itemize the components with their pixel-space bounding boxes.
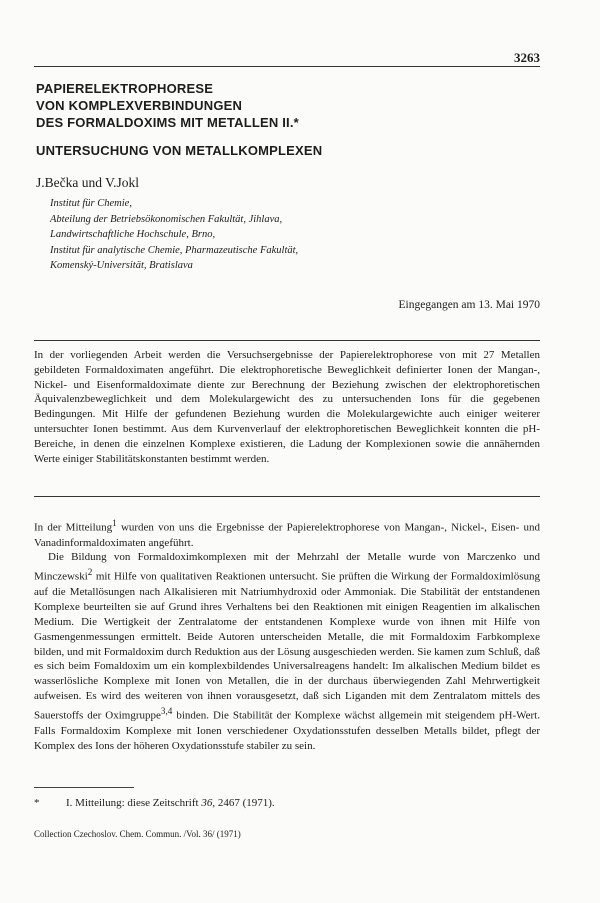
affiliation-line: Abteilung der Betriebsökonomischen Fakultät, Jihlava, <box>50 213 283 225</box>
reference-marker: 3,4 <box>160 706 173 717</box>
abstract-bottom-rule <box>34 496 540 497</box>
title-line: VON KOMPLEXVERBINDUNGEN <box>36 98 243 113</box>
journal-citation: Collection Czechoslov. Chem. Commun. /Vol. 36/ (1971) <box>34 829 241 839</box>
abstract-top-rule <box>34 340 540 341</box>
body-text: wurden von uns die Ergebnisse der Papierelektrophorese von Mangan-, Nickel-, Eisen- und Vanadinformaldoximaten angeführt. <box>34 521 540 549</box>
authors: J.Bečka und V.Jokl <box>36 175 140 190</box>
body-paragraph <box>34 550 540 753</box>
footnote <box>34 797 275 809</box>
abstract: In der vorliegenden Arbeit werden die Versuchsergebnisse der Papierelektrophorese von mit 27 Metallen gebildeten Formaldoximaten angeführt. Die elektrophoretische Beweglichkeit definierter Ionen der Mangan-, Nickel- und Eisenformaldoximate diente zur Berechnung der Beziehung zwischen der elektrophoretischen Äquivalenzbeweglichkeit und dem Molekulargewicht des zu untersuchenden Ions für die gegebenen Bedingungen. Mit Hilfe der gefundenen Beziehung wurden die Molekulargewichte auch einiger weiterer untersuchter Ionen bestimmt. Aus dem Kurvenverlauf der elektrophoretischen Beweglichkeit konnten die pH-Bereiche, in denen die einzelnen Komplexe existieren, die Ladung der Komplexionen sowie die annähernden Werte einiger Stabilitätskonstanten bestimmt werden. <box>34 349 540 465</box>
title-line: DES FORMALDOXIMS MIT METALLEN II.* <box>36 115 299 130</box>
affiliations <box>50 196 298 274</box>
body-text: mit Hilfe von qualitativen Reaktionen untersucht. Sie prüften die Wirkung der Formaldoximlösung auf die Metallösungen nach Alkalisieren mit Natriumhydroxid oder Ammoniak. Die Stabilität der entstandenen Komplexe beurteilten sie auf Grund ihres Verhaltens bei den Reaktionen mit einigen Reagentien im alkalischen Medium. Die Wertigkeit der Zentralatome der entstandenen Komplexe wurde von ihnen mit Hilfe von Gasmengenmessungen ermittelt. Beide Autoren unterscheiden Metalle, die mit Formaldoxim Farbkomplexe bilden, und mit Formaldoxim durch Reduktion aus der Lösung ausgeschieden werden. Sie kamen zum Schluß, daß es sich beim Fomaldoxim um ein komplexbildendes Universalreagens handelt: Im alkalischen Medium bildet es wasserlösliche Komplexe mit Ionen von Metallen, die in der durchaus überwiegenden Zahl Mehrwertigkeit aufweisen. Es wird des weiteren von ihnen vorausgesetzt, daß sich Liganden mit dem Zentralatom mittels des Sauerstoffs der Oximgruppe <box>34 571 540 722</box>
body-text: In der Mitteilung <box>34 521 113 534</box>
footnote-text: 2467 (1971). <box>215 797 275 809</box>
reference-marker: 1 <box>112 518 117 528</box>
reference-marker: 2 <box>87 567 93 578</box>
title-line: PAPIERELEKTROPHORESE <box>36 81 214 96</box>
article-title <box>36 80 536 131</box>
affiliation-line: Institut für Chemie, <box>50 198 132 209</box>
affiliation-line: Landwirtschaftliche Hochschule, Brno, <box>50 229 216 240</box>
body-text: binden. Die Stabilität der Komplexe wächst allgemein mit steigendem pH-Wert. Falls Formaldoxim Komplexe mit Ionen verschiedener Oxydationsstufen desselben Metalls bildet, pflegt der Komplex des Ions der höheren Oxydationsstufe stabiler zu sein. <box>34 709 540 752</box>
footnote-volume: 36, <box>201 797 216 809</box>
received-date: Eingegangen am 13. Mai 1970 <box>398 299 540 311</box>
body-paragraph <box>34 516 540 550</box>
header-rule <box>34 66 540 67</box>
affiliation-line: Komenský-Universität, Bratislava <box>50 260 193 271</box>
footnote-rule <box>34 787 134 788</box>
footnote-marker: * <box>34 797 40 809</box>
footnote-text: I. Mitteilung: diese Zeitschrift <box>66 797 202 809</box>
article-subtitle: UNTERSUCHUNG VON METALLKOMPLEXEN <box>36 143 323 158</box>
page-number: 3263 <box>514 50 540 65</box>
body-text: Die Bildung von Formaldoximkomplexen mit der Mehrzahl der Metalle wurde von Marczenko und Minczewski <box>34 551 540 584</box>
affiliation-line: Institut für analytische Chemie, Pharmazeutische Fakultät, <box>50 244 299 256</box>
article-body <box>34 516 540 754</box>
